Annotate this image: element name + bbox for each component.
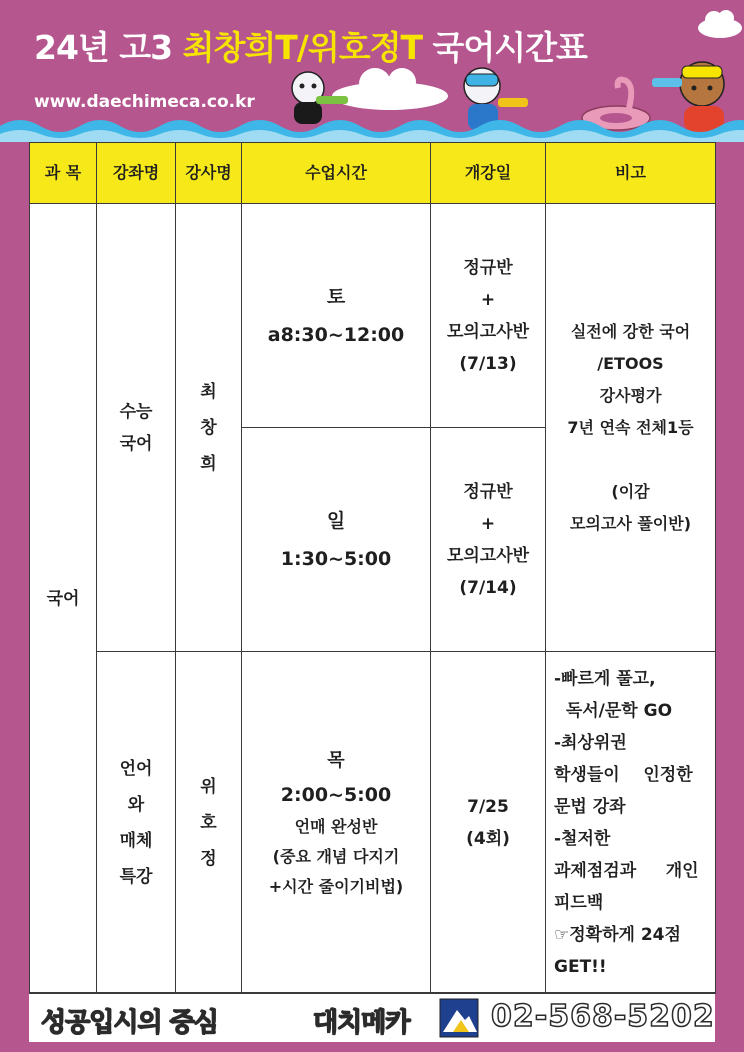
course2-note: -빠르게 풀고, 독서/문학 GO -최상위권 학생들이 인정한 문법 강좌 -철저한 과제점검과 개인 피드백 ☞정확하게 24점 GET!! [546, 652, 716, 994]
footer-brand: 대치메카 [313, 1008, 410, 1038]
table-row [30, 652, 716, 994]
wave-decoration [0, 108, 744, 142]
header-note: 비고 [546, 143, 716, 204]
header-start-date: 개강일 [431, 143, 546, 204]
subject-cell: 국어 [30, 204, 97, 994]
mountain-logo-icon [439, 998, 479, 1038]
cloud-icon [696, 8, 744, 38]
session2-time: 일 1:30~5:00 [242, 428, 431, 652]
footer-phone[interactable]: 02-568-5202 [491, 999, 715, 1034]
course1-note: 실전에 강한 국어 /ETOOS 강사평가 7년 연속 전체1등 (이감 모의고사 풀이반) [546, 204, 716, 652]
course2-name: 언어 와 매체 특강 [97, 652, 176, 994]
course2-start: 7/25 (4회) [431, 652, 546, 994]
table-row [30, 204, 716, 428]
footer-bar [29, 992, 715, 1042]
course1-teacher: 최 창 희 [176, 204, 242, 652]
session2-start: 정규반 + 모의고사반 (7/14) [431, 428, 546, 652]
header-course: 강좌명 [97, 143, 176, 204]
course2-time: 목 2:00~5:00 언매 완성반 (중요 개념 다지기 +시간 줄이기비법) [242, 652, 431, 994]
page-title: 24년 고3 최창희T/위호정T 국어시간표 [34, 28, 587, 67]
course2-teacher: 위 호 정 [176, 652, 242, 994]
table-header-row [30, 143, 716, 204]
header-subject: 과 목 [30, 143, 97, 204]
header-time: 수업시간 [242, 143, 431, 204]
schedule-table [29, 142, 716, 994]
session1-start: 정규반 + 모의고사반 (7/13) [431, 204, 546, 428]
header [0, 0, 744, 142]
footer-slogan: 성공입시의 중심 [41, 1008, 218, 1038]
title-highlight: 최창희T/위호정T [182, 28, 422, 67]
header-teacher: 강사명 [176, 143, 242, 204]
session1-time: 토 a8:30~12:00 [242, 204, 431, 428]
website-url[interactable]: www.daechimeca.co.kr [34, 92, 255, 112]
course1-name: 수능 국어 [97, 204, 176, 652]
